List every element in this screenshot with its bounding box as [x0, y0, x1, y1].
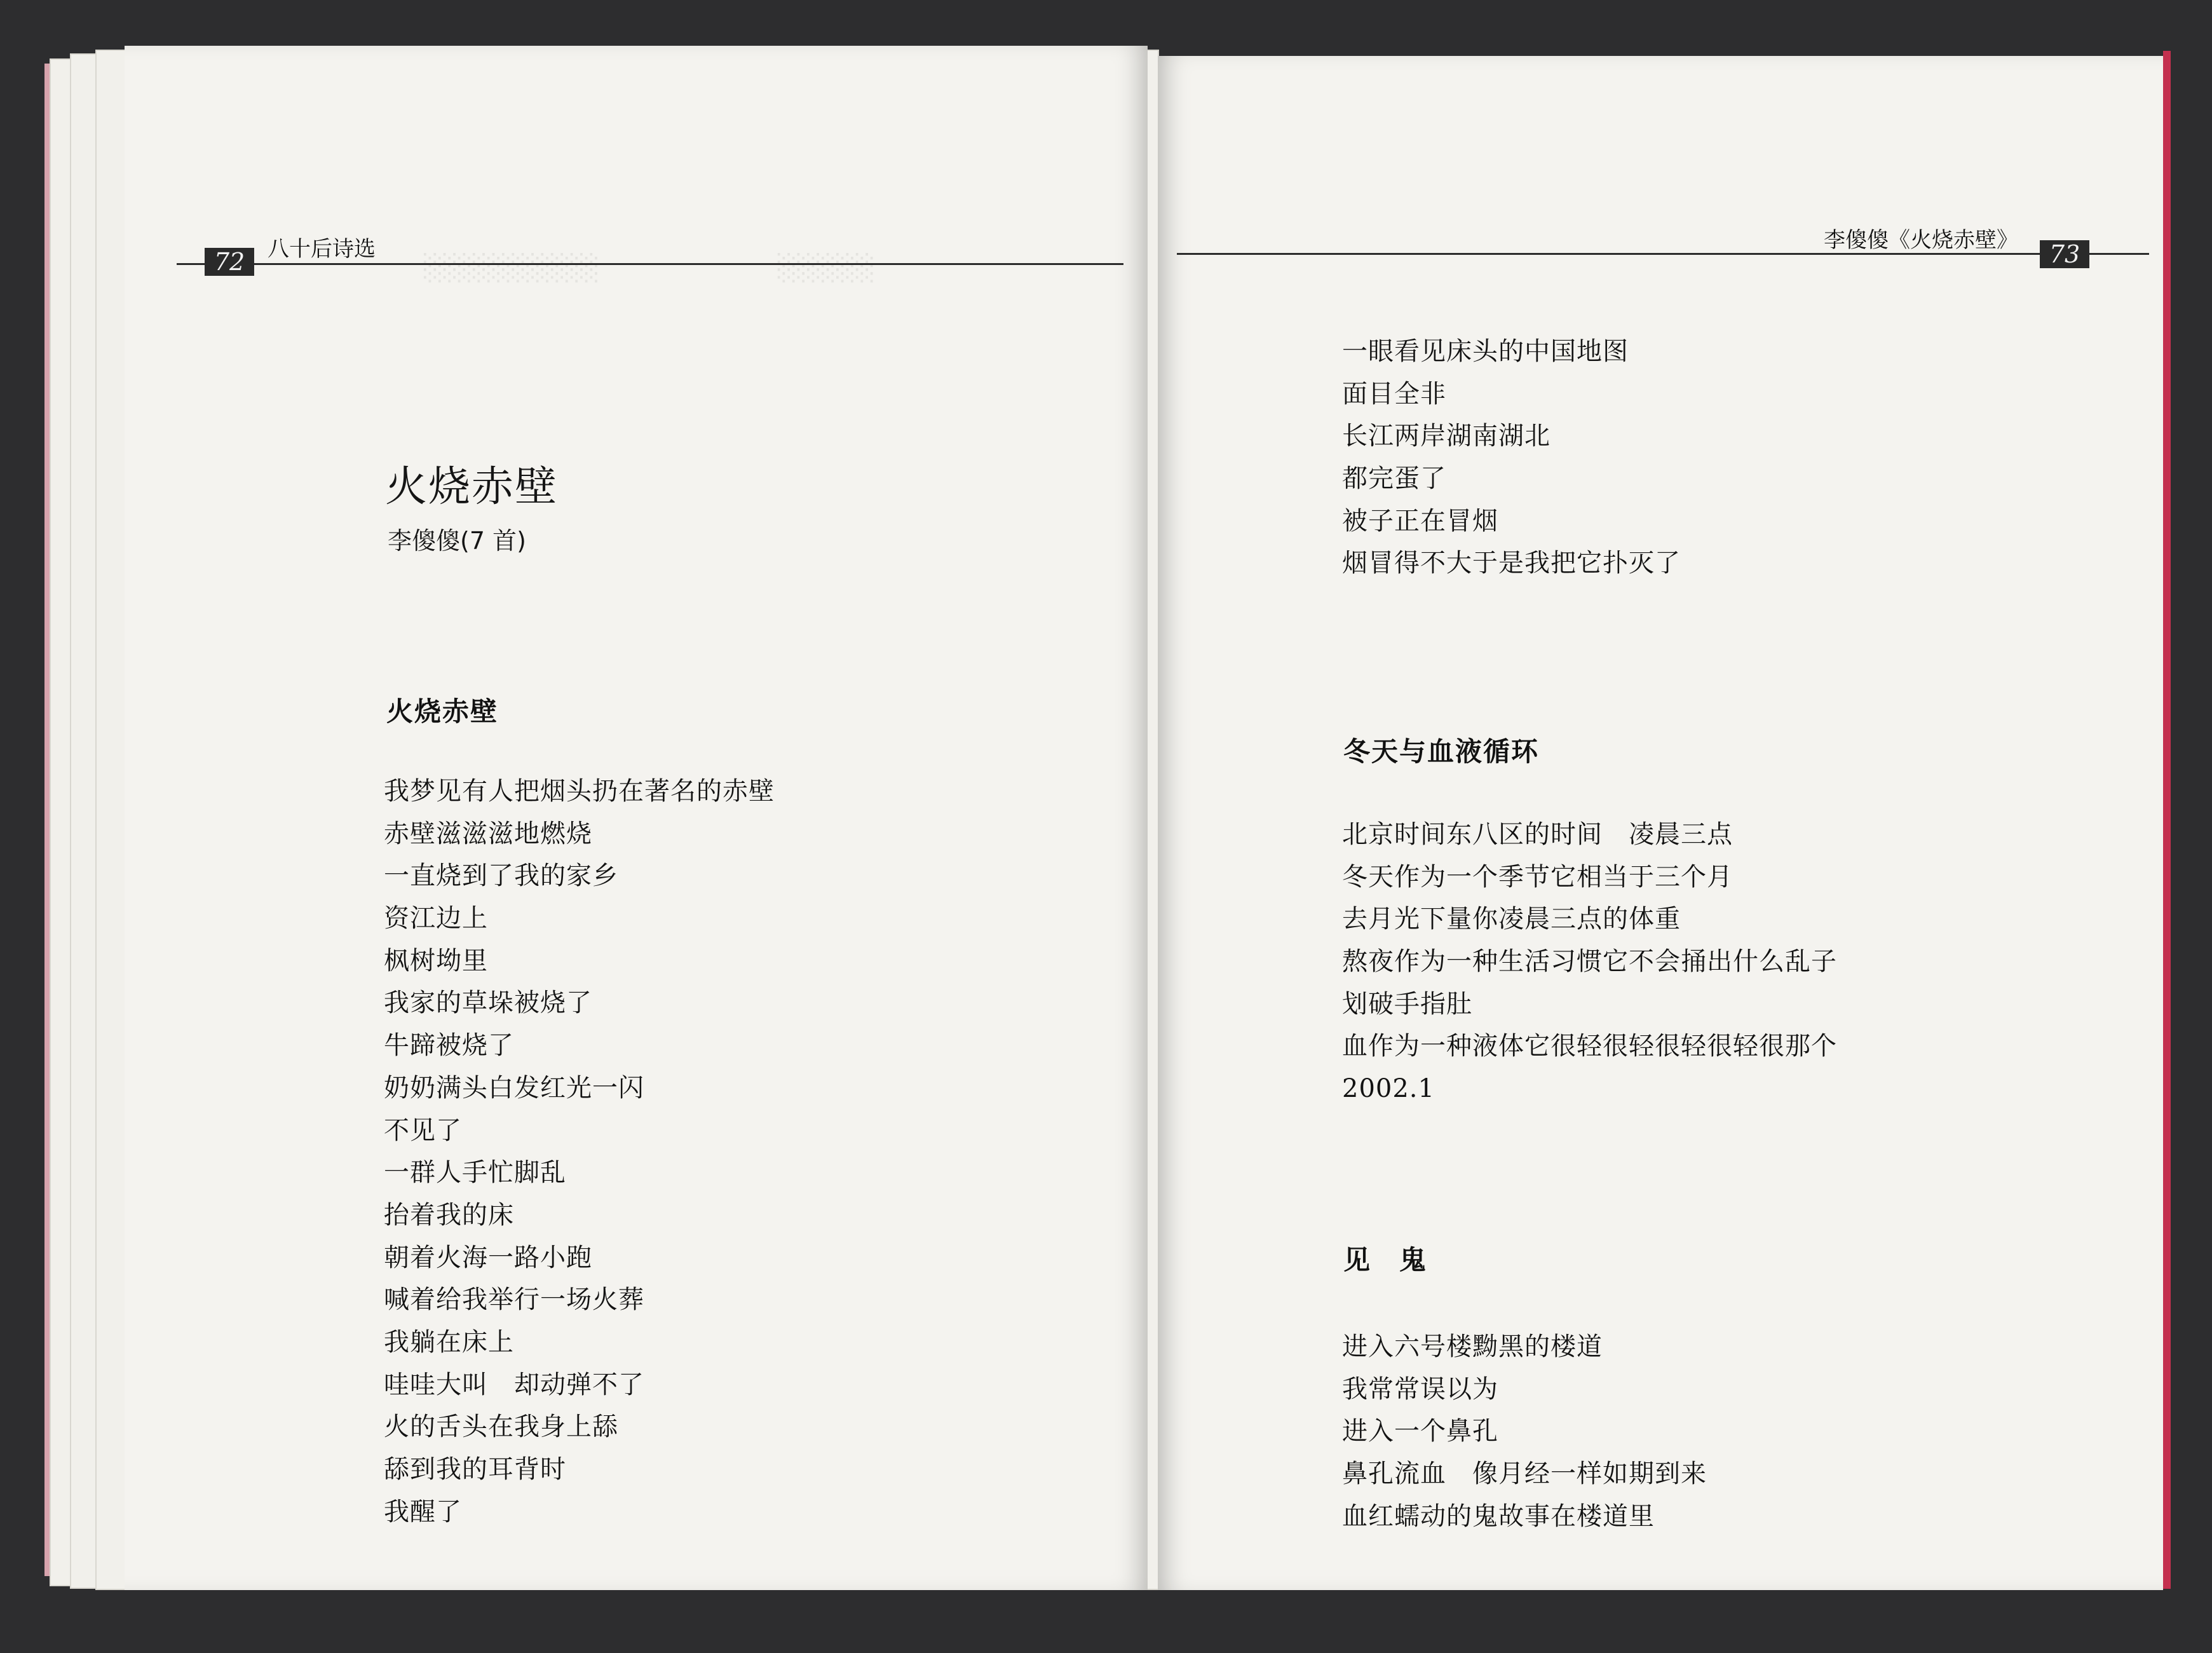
poem-line: 冬天作为一个季节它相当于三个月 [1342, 862, 1733, 892]
bleed-through: ░░░░░░░░░ ░░░░░ [423, 253, 876, 283]
poem-line: 我常常误以为 [1342, 1374, 1498, 1404]
poem-line: 一群人手忙脚乱 [384, 1158, 566, 1188]
page-number: 72 [205, 248, 254, 276]
poem-line: 去月光下量你凌晨三点的体重 [1342, 904, 1681, 934]
poem-line: 熬夜作为一种生活习惯它不会捅出什么乱子 [1342, 947, 1837, 977]
poem-line: 一眼看见床头的中国地图 [1342, 337, 1629, 366]
poem-line: 血作为一种液体它很轻很轻很轻很轻很那个 [1342, 1031, 1837, 1061]
poem-line: 赤壁滋滋滋地燃烧 [384, 819, 592, 848]
poem-line: 抬着我的床 [384, 1200, 514, 1230]
poem-line: 长江两岸湖南湖北 [1342, 421, 1550, 451]
poem-line: 划破手指肚 [1342, 989, 1472, 1019]
poem-line: 喊着给我举行一场火葬 [384, 1285, 644, 1315]
poem-line: 北京时间东八区的时间 凌晨三点 [1342, 820, 1733, 849]
poem-line: 哇哇大叫 却动弹不了 [384, 1370, 644, 1399]
poem-title: 见 鬼 [1343, 1244, 1428, 1275]
poem-line: 我家的草垛被烧了 [384, 988, 592, 1018]
running-header: 八十后诗选 [268, 236, 376, 262]
page-number: 73 [2040, 240, 2089, 268]
poem-line: 进入一个鼻孔 [1342, 1417, 1498, 1446]
poem-line: 不见了 [384, 1115, 462, 1145]
poem-title: 火烧赤壁 [386, 696, 499, 727]
cover-edge [2163, 51, 2171, 1589]
cover-edge [44, 64, 50, 1576]
poem-line: 进入六号楼黝黑的楼道 [1342, 1332, 1603, 1361]
poem-line: 都完蛋了 [1342, 464, 1446, 494]
poem-body [384, 770, 775, 1533]
right-page [1158, 56, 2163, 1590]
poem-line: 资江边上 [384, 904, 488, 934]
collection-title: 火烧赤壁 [385, 462, 558, 511]
poem-line: 血红蠕动的鬼故事在楼道里 [1342, 1501, 1655, 1531]
poem-continuation [1342, 330, 1681, 585]
poem-line: 我醒了 [384, 1497, 462, 1527]
poem-line: 火的舌头在我身上舔 [384, 1412, 618, 1442]
poem-line: 舔到我的耳背时 [384, 1455, 566, 1484]
header-rule [177, 263, 1123, 265]
poem-line: 朝着火海一路小跑 [384, 1242, 592, 1272]
poem-body [1342, 813, 1837, 1110]
poem-line: 奶奶满头白发红光一闪 [384, 1073, 644, 1103]
poem-line: 枫树坳里 [384, 946, 488, 976]
poem-date: 2002.1 [1342, 1074, 1435, 1104]
poem-title: 冬天与血液循环 [1343, 736, 1540, 767]
poem-line: 面目全非 [1342, 379, 1446, 409]
poem-line: 牛蹄被烧了 [384, 1031, 514, 1061]
author-line: 李傻傻(7 首) [388, 527, 526, 555]
poem-line: 我梦见有人把烟头扔在著名的赤壁 [384, 777, 775, 806]
poem-body [1342, 1326, 1707, 1537]
poem-line: 一直烧到了我的家乡 [384, 861, 618, 891]
poem-line: 鼻孔流血 像月经一样如期到来 [1342, 1459, 1707, 1489]
poem-line: 被子正在冒烟 [1342, 506, 1498, 536]
running-header: 李傻傻《火烧赤壁》 [1824, 228, 2018, 253]
poem-line: 烟冒得不大于是我把它扑灭了 [1342, 548, 1681, 578]
left-page [125, 46, 1148, 1590]
poem-line: 我躺在床上 [384, 1327, 514, 1357]
